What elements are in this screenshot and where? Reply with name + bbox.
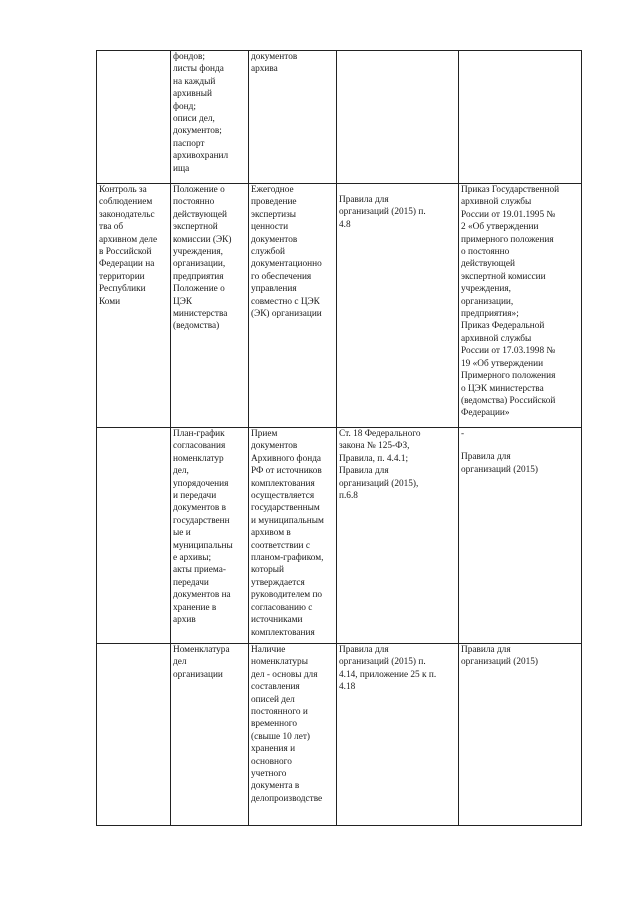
cell-text: Положение о постоянно действующей экспертной комиссии (ЭК) учреждения, организации, предприятия Положение о ЦЭК министерства (ведомства) — [173, 185, 232, 332]
cell-text: Правила для организаций (2015) — [461, 645, 539, 668]
dash-mark: - — [461, 429, 465, 439]
cell-text: документов архива — [251, 52, 298, 75]
table-cell-requirement — [249, 51, 337, 184]
table-cell-regulation — [459, 428, 582, 644]
table-cell-regulation — [459, 51, 582, 184]
table-cell-subject — [97, 51, 171, 184]
table-cell-subject — [97, 428, 171, 644]
table-cell-documents — [171, 51, 249, 184]
spacer — [461, 440, 579, 451]
table-row — [97, 428, 582, 644]
table-cell-legal-basis — [337, 51, 459, 184]
table-row — [97, 51, 582, 184]
cell-text: Правила для организаций (2015) п. 4.14, приложение 25 к п. 4.18 — [339, 645, 437, 693]
table-cell-subject — [97, 184, 171, 428]
table-cell-requirement — [249, 184, 337, 428]
cell-text: Ст. 18 Федерального закона № 125-ФЗ, Правила, п. 4.4.1; Правила для организаций (2015), п.6.8 — [339, 429, 421, 502]
cell-text: Правила для организаций (2015) п. 4.8 — [339, 195, 426, 230]
table-cell-regulation — [459, 184, 582, 428]
table-cell-requirement — [249, 644, 337, 826]
cell-text: Наличие номенклатуры дел - основы для составления описей дел постоянного и временного (свыше 10 лет) хранения и основного учетного документа в делопроизводстве — [251, 645, 323, 804]
table-row — [97, 184, 582, 428]
table-cell-documents — [171, 644, 249, 826]
cell-text: Правила для организаций (2015) — [461, 452, 539, 475]
table-cell-legal-basis — [337, 428, 459, 644]
table-cell-documents — [171, 428, 249, 644]
table-row — [97, 644, 582, 826]
cell-text: Приказ Государственной архивной службы России от 19.01.1995 № 2 «Об утверждении примерного положения о постоянно действующей экспертной комиссии учреждения, организации, предприятия»; Приказ Федеральной архивной службы России от 17.03.1998 № 19 «Об утверждении Примерного положения о ЦЭК министерства (ведомства) Российской Федерации» — [461, 185, 560, 419]
cell-text: фондов; листы фонда на каждый архивный фонд; описи дел, документов; паспорт архивохранил ища — [173, 52, 229, 174]
cell-text: План-график согласования номенклатур дел, упорядочения и передачи документов в государственн ые и муниципальны е архивы; акты приема- передачи документов на хранение в архив — [173, 429, 233, 626]
cell-text: Номенклатура дел организации — [173, 645, 230, 680]
cell-text: Контроль за соблюдением законодательс тва об архивном деле в Российской Федерации на территории Республики Коми — [99, 185, 158, 307]
table-cell-documents — [171, 184, 249, 428]
cell-text: Ежегодное проведение экспертизы ценности документов службой документационно го обеспечения управления совместно с ЦЭК (ЭК) организации — [251, 185, 322, 320]
table-cell-subject — [97, 644, 171, 826]
cell-text: Прием документов Архивного фонда РФ от источников комплектования осуществляется государственным и муниципальным архивом в соответствии с планом-графиком, который утверждается руководителем по согласованию с источниками комплектования — [251, 429, 324, 638]
archive-requirements-table — [96, 50, 582, 826]
table-cell-regulation — [459, 644, 582, 826]
table-cell-legal-basis — [337, 184, 459, 428]
table-cell-requirement — [249, 428, 337, 644]
table-cell-legal-basis — [337, 644, 459, 826]
